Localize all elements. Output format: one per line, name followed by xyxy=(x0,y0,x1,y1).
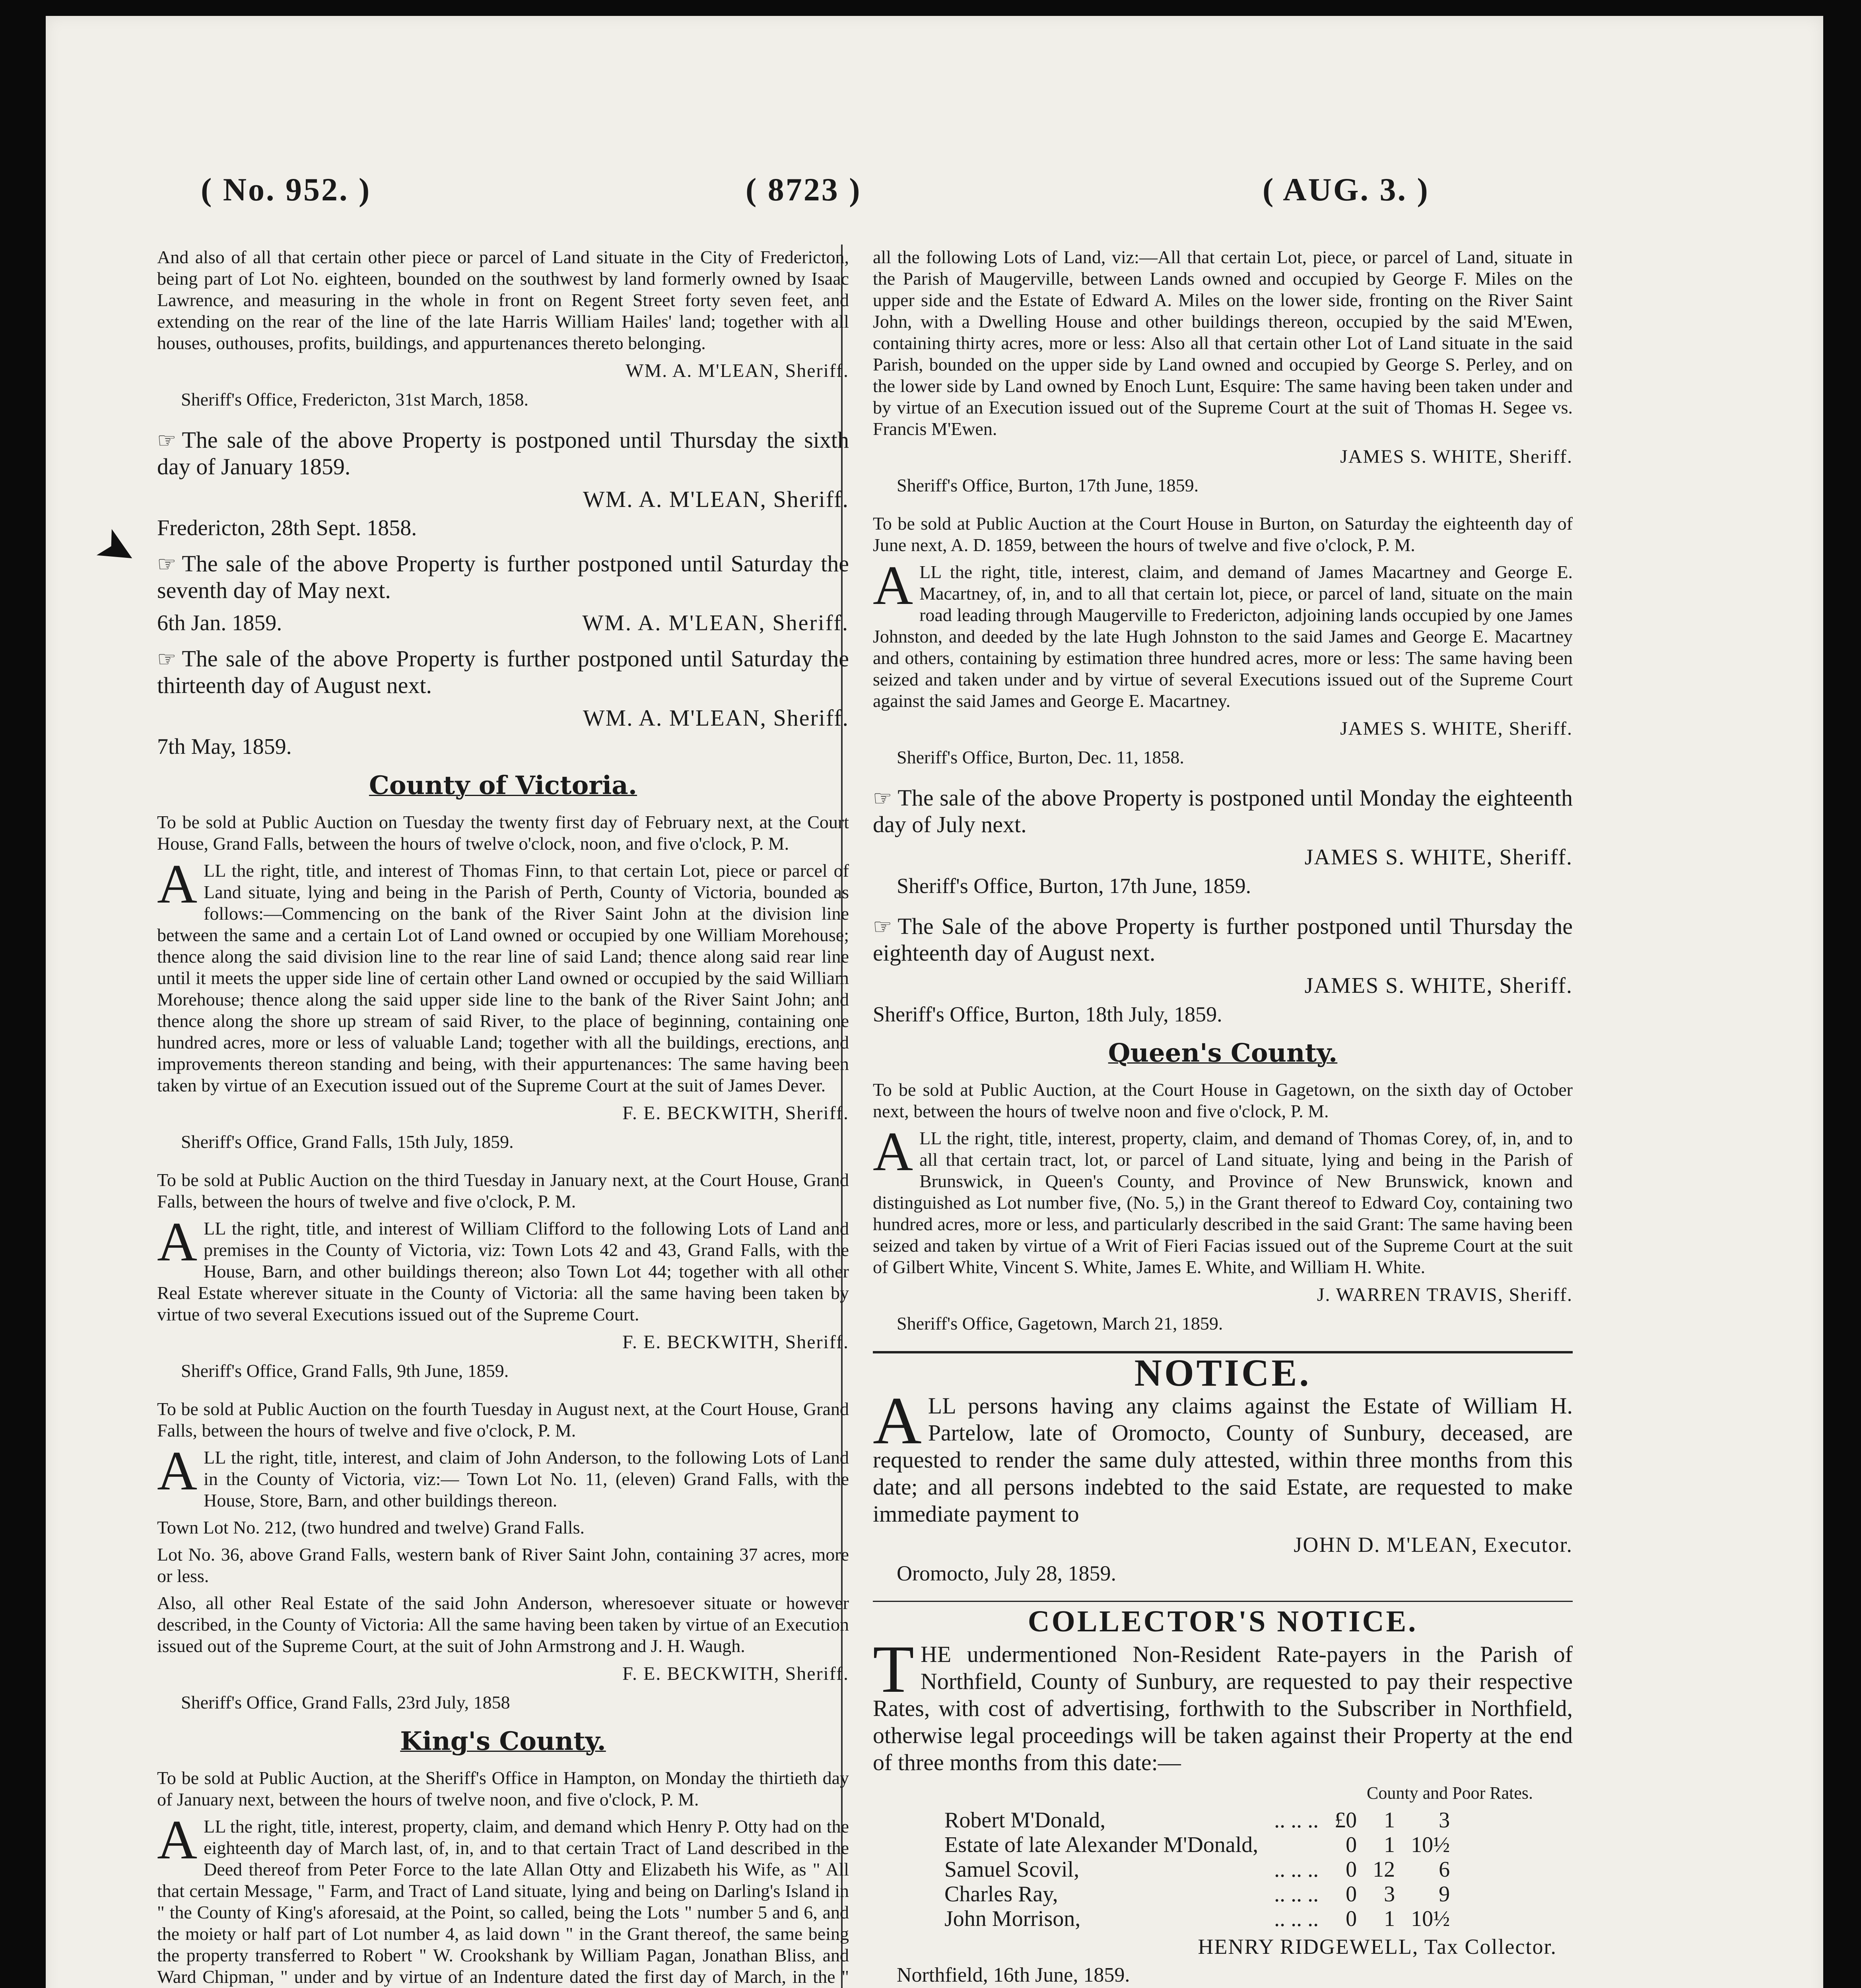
office-line: Sheriff's Office, Burton, 18th July, 1859. xyxy=(873,1002,1222,1026)
office-line: Sheriff's Office, Burton, 17th June, 1859. xyxy=(897,874,1251,898)
office-line: Oromocto, July 28, 1859. xyxy=(897,1561,1116,1585)
rate-s: 1 xyxy=(1384,1833,1395,1857)
signature: JAMES S. WHITE, Sheriff. xyxy=(1304,845,1573,870)
notice-title: NOTICE. xyxy=(1134,1351,1311,1394)
pointing-hand-icon: ☞ xyxy=(157,647,177,671)
postponement-notice: ☞ The sale of the above Property is further postponed until Saturday the thirteenth day of August next. xyxy=(157,646,849,698)
page-header xyxy=(46,171,1823,231)
paragraph: ALL the right, title, and interest of Thomas Finn, to that certain Lot, piece or parcel of Land situate, lying and being in the Parish of Perth, County of Victoria, bounded as follows:—Commencing on the bank of the River Saint John at the division line between the same and a certain Lot of Land owned or occupied by one William Morehouse; thence along the said division line to the rear line of said Land; thence along said rear line until it meets the upper side line of certain other Land owned or occupied by the said William Morehouse; thence along the said upper side line to the bank of the River Saint John; and thence along the shore up stream of said River, to the place of beginning, containing one hundred acres, more or less of valuable Land; together with all the buildings, erections, and improvements thereon standing and being, with their appurtenances: The same having been taken by virtue of an Execution issued out of the Supreme Court at the suit of James Dever. xyxy=(157,853,849,1095)
signature: JAMES S. WHITE, Sheriff. xyxy=(1340,718,1573,739)
page-number: ( 8723 ) xyxy=(746,171,862,208)
office-line: Northfield, 16th June, 1859. xyxy=(897,1964,1130,1986)
signature: F. E. BECKWITH, Sheriff. xyxy=(622,1663,849,1684)
rate-s: 1 xyxy=(1384,1808,1395,1833)
rate-dots: .. .. .. xyxy=(1274,1808,1319,1833)
rate-dots: .. .. .. xyxy=(1274,1882,1319,1906)
pointing-hand-icon: ☞ xyxy=(157,552,177,576)
drop-cap: A xyxy=(157,1809,198,1871)
drop-cap: A xyxy=(873,1121,913,1182)
rate-name: Samuel Scovil, xyxy=(944,1857,1080,1882)
signature: HENRY RIDGEWELL, Tax Collector. xyxy=(1198,1935,1557,1959)
section-heading: County of Victoria. xyxy=(369,771,637,800)
paragraph: And also of all that certain other piece or parcel of Land situate in the City of Fredericton, being part of Lot No. eighteen, bounded on the southwest by land formerly owned by Isaac Lawrence, and measuring in the whole in front on Regent Street forty seven feet, and extending on the rear of the line of the late Harris William Hailes' land; together with all houses, outhouses, profits, buildings, and appurtenances thereto belonging. xyxy=(157,247,849,353)
paragraph: To be sold at Public Auction on the third Tuesday in January next, at the Court House, Grand Falls, between the hours of twelve and five o'clock, P. M. xyxy=(157,1170,849,1211)
drop-cap: A xyxy=(157,853,198,915)
office-line: Sheriff's Office, Burton, Dec. 11, 1858. xyxy=(897,747,1184,767)
pointing-hand-icon: ☞ xyxy=(157,429,177,452)
rate-l: 0 xyxy=(1346,1833,1357,1857)
ink-mark-icon: ➤ xyxy=(87,515,148,582)
rates-header: County and Poor Rates. xyxy=(1367,1783,1533,1803)
signature: JOHN D. M'LEAN, Executor. xyxy=(1294,1533,1573,1557)
rate-d: 9 xyxy=(1439,1882,1450,1906)
postponement-notice: ☞ The sale of the above Property is postponed until Monday the eighteenth day of July next. xyxy=(873,785,1573,837)
issue-date: ( AUG. 3. ) xyxy=(1263,171,1430,208)
drop-cap: A xyxy=(873,1383,922,1458)
paragraph: ALL the right, title, interest, property, claim, and demand of Thomas Corey, of, in, and to all that certain tract, lot, or parcel of Land situate, lying and being in the Parish of Brunswick, in Queen's County, and Province of New Brunswick, known and distinguished as Lot number five, (No. 5,) in the Grant thereof to Edward Coy, containing two hundred acres, more or less, and particularly described in the said Grant: The same having been seized and taken by virtue of a Writ of Fieri Facias issued out of the Supreme Court at the suit of Gilbert White, Vincent S. White, James E. White, and William H. White. xyxy=(873,1121,1573,1277)
rate-d: 10½ xyxy=(1411,1906,1450,1931)
pointing-hand-icon: ☞ xyxy=(873,915,892,939)
office-line: Sheriff's Office, Grand Falls, 23rd July, 1858 xyxy=(181,1692,510,1712)
signature: F. E. BECKWITH, Sheriff. xyxy=(622,1332,849,1353)
notice-title: COLLECTOR'S NOTICE. xyxy=(1028,1605,1418,1638)
rate-dots: .. .. .. xyxy=(1274,1906,1319,1931)
table-row xyxy=(936,1808,1458,1833)
signature: WM. A. M'LEAN, Sheriff. xyxy=(626,360,849,381)
rate-s: 3 xyxy=(1384,1882,1395,1906)
newspaper-page xyxy=(46,16,1823,1988)
table-row xyxy=(936,1906,1458,1931)
drop-cap: A xyxy=(157,1211,198,1273)
office-line: Sheriff's Office, Burton, 17th June, 1859. xyxy=(897,475,1199,495)
rate-l: 0 xyxy=(1346,1882,1357,1906)
paragraph: ALL the right, title, interest, claim, and demand of James Macartney and George E. Macartney, of, in, and to all that certain lot, piece, or parcel of land, situate on the main road leading through Maugerville to Fredericton, adjoining lands occupied by one James Johnston, and deeded by the late Hugh Johnston to the said James and George E. Macartney and others, containing by estimation three hundred acres, more or less: The same having been seized and taken under and by virtue of several Executions issued out of the Supreme Court against the said James and George E. Macartney. xyxy=(873,555,1573,711)
office-line: Sheriff's Office, Fredericton, 31st March, 1858. xyxy=(181,389,528,410)
paragraph: To be sold at Public Auction on Tuesday the twenty first day of February next, at the Court House, Grand Falls, between the hours of twelve o'clock, noon, and five o'clock, P. M. xyxy=(157,812,849,854)
rate-l: 0 xyxy=(1346,1857,1357,1882)
rates-table xyxy=(936,1808,1458,1931)
table-row xyxy=(936,1833,1458,1857)
dateline: Fredericton, 28th Sept. 1858. xyxy=(157,516,417,540)
rate-dots: .. .. .. xyxy=(1274,1857,1319,1882)
table-row xyxy=(936,1857,1458,1882)
pointing-hand-icon: ☞ xyxy=(873,786,892,810)
postponement-notice: ☞ The sale of the above Property is postponed until Thursday the sixth day of January 1859. xyxy=(157,427,849,480)
paragraph: ALL the right, title, interest, and claim of John Anderson, to the following Lots of Land in the County of Victoria, viz:— Town Lot No. 11, (eleven) Grand Falls, with the House, Store, Barn, and other buildings thereon. xyxy=(157,1440,849,1510)
rate-dots xyxy=(1266,1833,1327,1857)
paragraph: Lot No. 36, above Grand Falls, western bank of River Saint John, containing 37 acres, more or less. xyxy=(157,1544,849,1586)
office-line: Sheriff's Office, Gagetown, March 21, 1859. xyxy=(897,1313,1223,1334)
paragraph: To be sold at Public Auction at the Court House in Burton, on Saturday the eighteenth day of June next, A. D. 1859, between the hours of twelve and five o'clock, P. M. xyxy=(873,513,1573,555)
dateline: 6th Jan. 1859. WM. A. M'LEAN, Sheriff. xyxy=(157,611,849,635)
paragraph: ALL the right, title, interest, property, claim, and demand which Henry P. Otty had on the eighteenth day of March last, of, in, and to that certain Tract of Land described in the Deed thereof from Peter Force to the late Allan Otty and Elizabeth his Wife, as " All that certain Message, " Farm, and Tract of Land situate, lying and being on Darling's Island in " the County of King's aforesaid, at the Point, so called, being the Lots " number 5 and 6, and the moiety or half part of Lot number 4, as laid down " in the Grant thereof, the same being the property transferred to Robert " W. Crookshank by William Pagan, Jonathan Bliss, and Ward Chipman, " under and by virtue of an Indenture dated the first day of March, in the " xyxy=(157,1809,849,1987)
signature: WM. A. M'LEAN, Sheriff. xyxy=(583,486,849,512)
dateline: 7th May, 1859. xyxy=(157,734,292,759)
rate-d: 6 xyxy=(1439,1857,1450,1882)
paragraph: Town Lot No. 212, (two hundred and twelve) Grand Falls. xyxy=(157,1517,585,1538)
signature: J. WARREN TRAVIS, Sheriff. xyxy=(1317,1284,1573,1305)
drop-cap: A xyxy=(157,1440,198,1502)
drop-cap: A xyxy=(873,555,913,616)
drop-cap: T xyxy=(873,1632,914,1706)
rate-name: John Morrison, xyxy=(944,1906,1081,1931)
section-heading: Queen's County. xyxy=(1108,1038,1338,1068)
rate-l: 0 xyxy=(1346,1906,1357,1931)
paragraph: Also, all other Real Estate of the said John Anderson, wheresoever situate or however described, in the County of Victoria: All the same having been taken by virtue of an Execution issued out of the Supreme Court, at the suit of John Armstrong and J. H. Waugh. xyxy=(157,1593,849,1656)
rate-name: Robert M'Donald, xyxy=(944,1808,1106,1833)
paragraph: To be sold at Public Auction on the fourth Tuesday in August next, at the Court House, Grand Falls, between the hours of twelve and five o'clock, P. M. xyxy=(157,1399,849,1441)
paragraph: To be sold at Public Auction, at the Court House in Gagetown, on the sixth day of October next, between the hours of twelve noon and five o'clock, P. M. xyxy=(873,1079,1573,1121)
paragraph: all the following Lots of Land, viz:—All that certain Lot, piece, or parcel of Land, situate in the Parish of Maugerville, between Lands owned and occupied by George F. Miles on the upper side and the Estate of Edward A. Miles on the lower side, fronting on the River Saint John, with a Dwelling House and other buildings thereon, occupied by the said M'Ewen, containing thirty acres, more or less: Also all that certain other Lot of Land situate in the said Parish, bounded on the upper side by Land owned and occupied by George S. Perley, and on the lower side by Land owned by Enoch Lunt, Esquire: The same having been taken under and by virtue of an Execution issued out of the Supreme Court at the suit of Thomas H. Segee vs. Francis M'Ewen. xyxy=(873,247,1573,439)
signature: JAMES S. WHITE, Sheriff. xyxy=(1340,446,1573,467)
paragraph: THE undermentioned Non-Resident Rate-payers in the Parish of Northfield, County of Sunbury, are requested to pay their respective Rates, with cost of advertising, forthwith to the Subscriber in Northfield, otherwise legal proceedings will be taken against their Property at the end of three months from this date:— xyxy=(873,1632,1573,1775)
section-rule xyxy=(873,1601,1573,1602)
rate-name: Charles Ray, xyxy=(944,1882,1058,1906)
left-column xyxy=(157,247,849,1988)
paragraph: ALL persons having any claims against the Estate of William H. Partelow, late of Oromocto, County of Sunbury, deceased, are requested to render the same duly attested, within three months from this date; and all persons indebted to the said Estate, are requested to make immediate payment to xyxy=(873,1383,1573,1527)
section-heading: King's County. xyxy=(400,1726,606,1756)
rate-s: 1 xyxy=(1384,1906,1395,1931)
rate-d: 3 xyxy=(1439,1808,1450,1833)
signature: F. E. BECKWITH, Sheriff. xyxy=(622,1103,849,1124)
right-column xyxy=(849,247,1573,1988)
rate-d: 10½ xyxy=(1411,1833,1450,1857)
signature: WM. A. M'LEAN, Sheriff. xyxy=(583,705,849,731)
issue-number: ( No. 952. ) xyxy=(201,171,371,208)
rate-l: £0 xyxy=(1335,1808,1357,1833)
office-line: Sheriff's Office, Grand Falls, 9th June, 1859. xyxy=(181,1361,509,1381)
table-row xyxy=(936,1882,1458,1906)
signature: JAMES S. WHITE, Sheriff. xyxy=(1304,973,1573,998)
paragraph: To be sold at Public Auction, at the Sheriff's Office in Hampton, on Monday the thirtieth day of January next, between the hours of twelve noon, and five o'clock, P. M. xyxy=(157,1768,849,1809)
paragraph: ALL the right, title, and interest of William Clifford to the following Lots of Land and premises in the County of Victoria, viz: Town Lots 42 and 43, Grand Falls, with the House, Barn, and other buildings thereon; also Town Lot 44; together with all other Real Estate wherever situate in the County of Victoria: all the same having been taken by virtue of two several Executions issued out of the Supreme Court. xyxy=(157,1211,849,1324)
office-line: Sheriff's Office, Grand Falls, 15th July, 1859. xyxy=(181,1132,514,1152)
postponement-notice: ☞ The sale of the above Property is further postponed until Saturday the seventh day of May next. xyxy=(157,551,849,603)
postponement-notice: ☞ The Sale of the above Property is further postponed until Thursday the eighteenth day of August next. xyxy=(873,913,1573,966)
rate-s: 12 xyxy=(1373,1857,1395,1882)
rate-name: Estate of late Alexander M'Donald, xyxy=(944,1833,1259,1857)
